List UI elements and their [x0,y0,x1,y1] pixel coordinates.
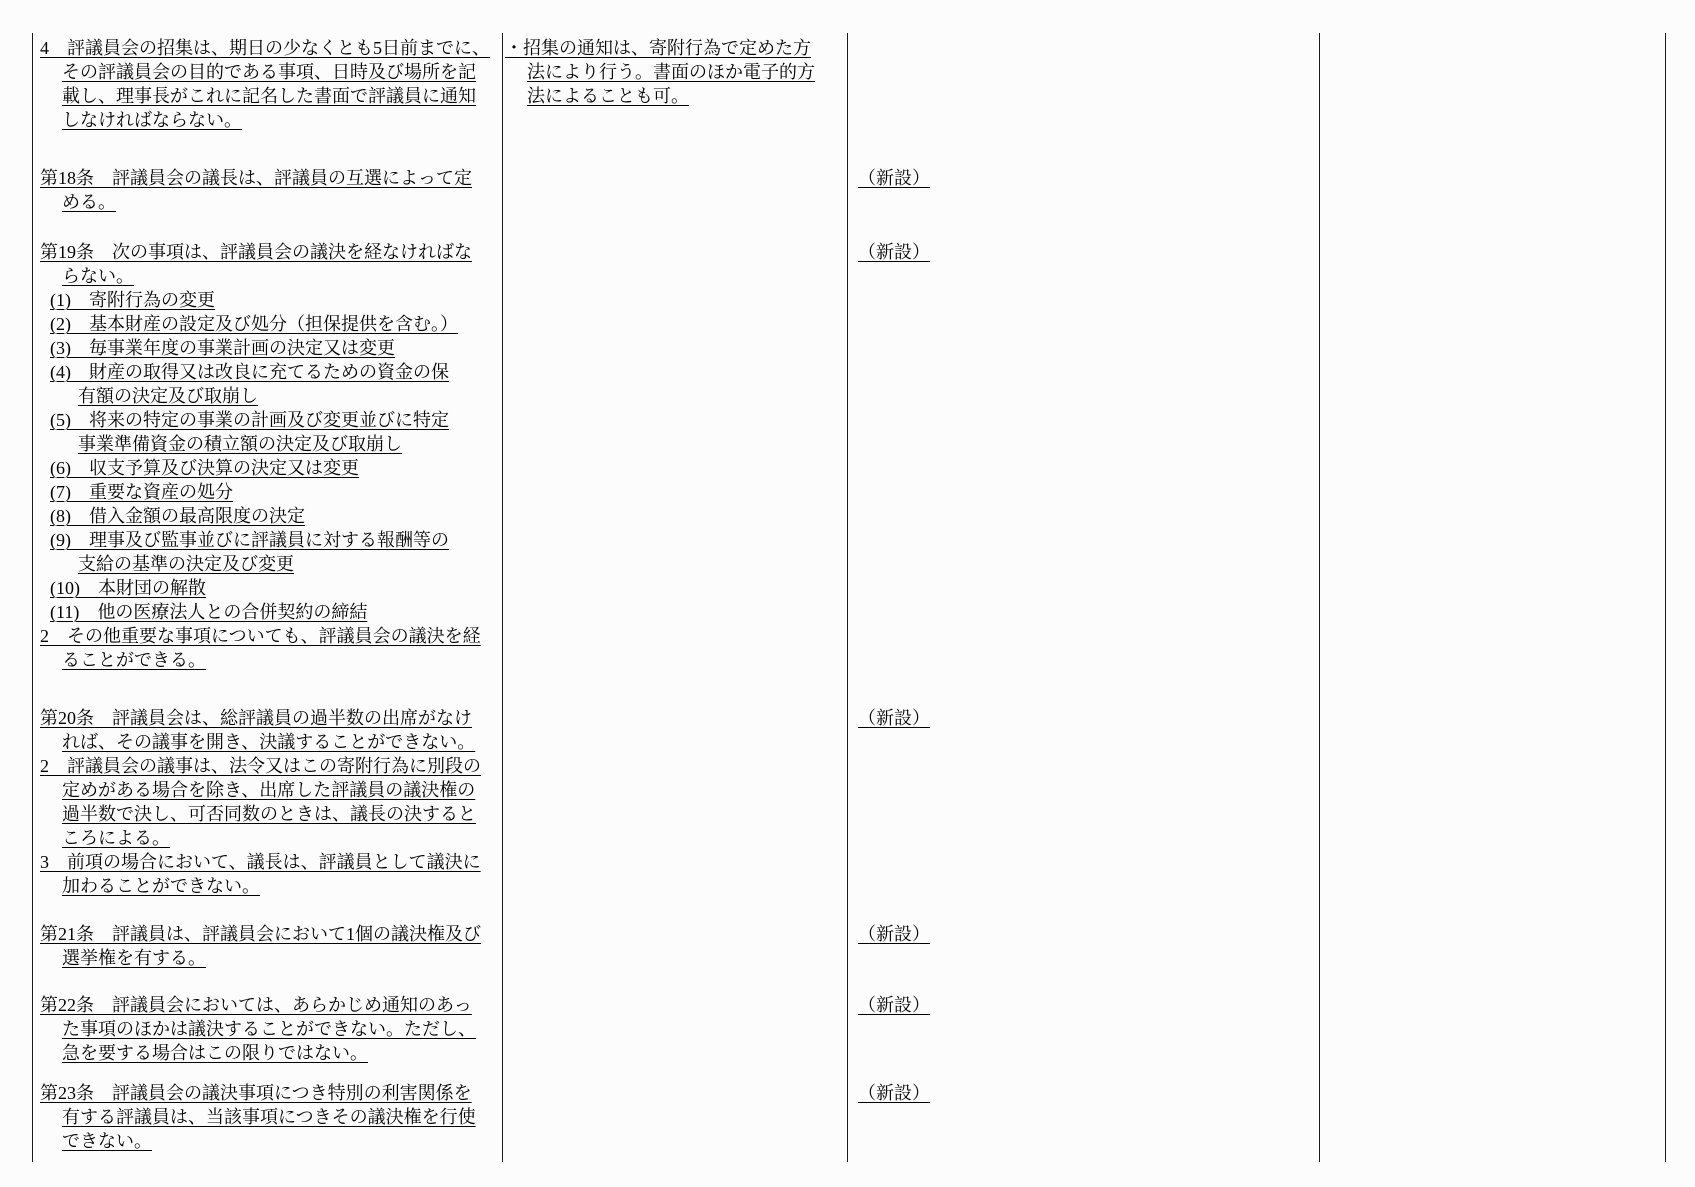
text-line: 第18条 評議員会の議長は、評議員の互選によって定 [40,168,472,188]
text-line: た事項のほかは議決することができない。ただし、 [62,1019,476,1039]
text-line: できない。 [62,1131,152,1151]
text-line: 事業準備資金の積立額の決定及び取崩し [78,434,402,454]
text-line: 第23条 評議員会の議決事項につき特別の利害関係を [40,1083,472,1103]
article-21-block [40,922,500,970]
text-line: (6) 収支予算及び決算の決定又は変更 [50,458,359,478]
article-18-block [40,166,500,214]
text-line: しなければならない。 [62,110,242,130]
article-23-block [40,1081,500,1153]
article-19-block [40,240,500,672]
text-line: 支給の基準の決定及び変更 [78,554,294,574]
text-line: （新設） [858,168,930,188]
table-rule-col2-col3 [847,33,848,1162]
text-line: (1) 寄附行為の変更 [50,290,215,310]
text-line: 有額の決定及び取崩し [78,386,258,406]
text-line: 過半数で決し、可否同数のときは、議長の決すると [62,804,476,824]
text-line: (8) 借入金額の最高限度の決定 [50,506,305,526]
text-line: 有する評議員は、当該事項につきその議決権を行使 [62,1107,476,1127]
text-line: 選挙権を有する。 [62,948,206,968]
new-provision-label [858,993,930,1017]
text-line: ころによる。 [62,828,170,848]
text-line: らない。 [62,266,134,286]
text-line: (3) 毎事業年度の事業計画の決定又は変更 [50,338,395,358]
text-line: 3 前項の場合において、議長は、評議員として議決に [40,852,481,872]
text-line: (4) 財産の取得又は改良に充てるための資金の保 [50,362,449,382]
table-border-right [1665,33,1666,1162]
text-line: ることができる。 [62,650,206,670]
text-line: （新設） [858,242,930,262]
text-line: （新設） [858,995,930,1015]
text-line: 第20条 評議員会は、総評議員の過半数の出席がなけ [40,708,472,728]
text-line: ・招集の通知は、寄附行為で定めた方 [505,38,811,58]
text-line: 2 評議員会の議事は、法令又はこの寄附行為に別段の [40,756,481,776]
text-line: 定めがある場合を除き、出席した評議員の議決権の [62,780,476,800]
text-line: 載し、理事長がこれに記名した書面で評議員に通知 [62,86,476,106]
text-line: 法によることも可。 [527,86,689,106]
table-rule-col3-col4 [1319,33,1320,1162]
paragraph-4-block [40,36,500,132]
revision-note-block [505,36,845,108]
text-line: （新設） [858,924,930,944]
text-line: (2) 基本財産の設定及び処分（担保提供を含む。） [50,314,458,334]
text-line: 加わることができない。 [62,876,260,896]
text-line: (10) 本財団の解散 [50,578,206,598]
text-line: 法により行う。書面のほか電子的方 [527,62,815,82]
article-22-block [40,993,500,1065]
text-line: （新設） [858,708,930,728]
text-line: (9) 理事及び監事並びに評議員に対する報酬等の [50,530,449,550]
new-provision-label [858,240,930,264]
text-line: 第22条 評議員会においては、あらかじめ通知のあっ [40,995,472,1015]
new-provision-label [858,706,930,730]
text-line: 第21条 評議員は、評議員会において1個の議決権及び [40,924,481,944]
text-line: 2 その他重要な事項についても、評議員会の議決を経 [40,626,481,646]
text-line: 4 評議員会の招集は、期日の少なくとも5日前までに、 [40,38,490,58]
text-line: める。 [62,192,116,212]
text-line: (5) 将来の特定の事業の計画及び変更並びに特定 [50,410,449,430]
text-line: (11) 他の医療法人との合併契約の締結 [50,602,368,622]
text-line: 第19条 次の事項は、評議員会の議決を経なければな [40,242,472,262]
table-rule-col1-col2 [502,33,503,1162]
text-line: 急を要する場合はこの限りではない。 [62,1043,368,1063]
text-line: その評議員会の目的である事項、日時及び場所を記 [62,62,476,82]
text-line: (7) 重要な資産の処分 [50,482,233,502]
new-provision-label [858,922,930,946]
article-20-block [40,706,500,898]
table-border-left [32,33,33,1162]
new-provision-label [858,1081,930,1105]
text-line: れば、その議事を開き、決議することができない。 [62,732,476,752]
text-line: （新設） [858,1083,930,1103]
new-provision-label [858,166,930,190]
